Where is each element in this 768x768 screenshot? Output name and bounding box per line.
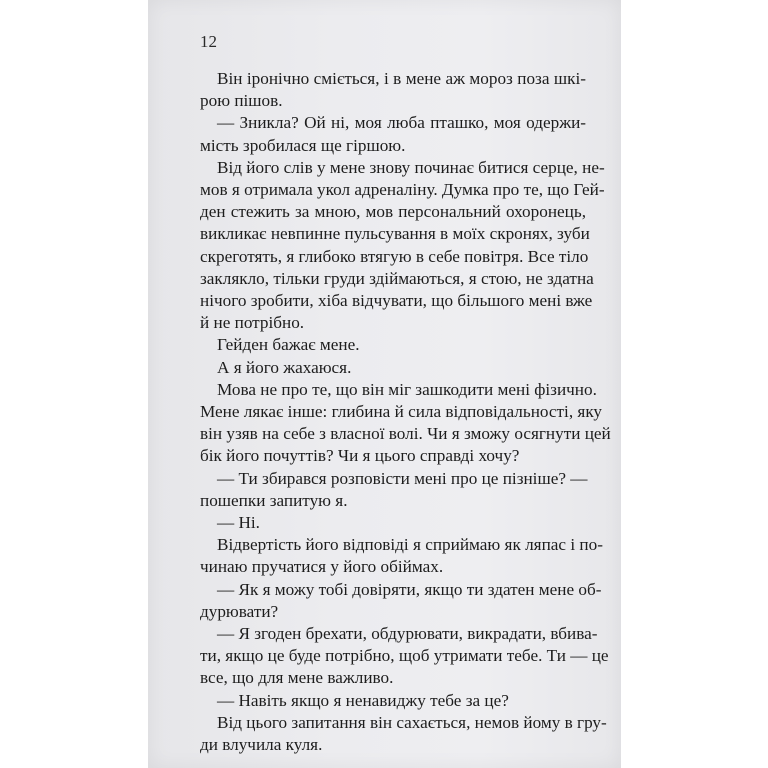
- text-line: мов я отримала укол адреналіну. Думка про те, що Гей-: [200, 180, 605, 200]
- text-line: дурювати?: [200, 601, 279, 621]
- text-line: — Навіть якщо я ненавиджу тебе за це?: [217, 690, 509, 710]
- text-line: Від цього запитання він сахається, немов йому в гру-: [217, 712, 607, 732]
- body-text: [200, 68, 611, 756]
- text-line: Відвертість його відповіді я сприймаю як ляпас і по-: [217, 535, 603, 555]
- page-number: 12: [200, 32, 217, 51]
- text-line: рою пішов.: [200, 91, 283, 111]
- text-line: бік його почуттів? Чи я цього справді хочу?: [200, 446, 520, 466]
- text-line: чинаю пручатися у його обіймах.: [200, 557, 444, 577]
- text-line: мість зробилася ще гіршою.: [200, 135, 406, 155]
- text-line: Мова не про те, що він міг зашкодити мені фізично.: [217, 379, 597, 399]
- text-line: ди влучила куля.: [200, 735, 323, 755]
- text-line: Він іронічно сміється, і в мене аж мороз поза шкі-: [217, 69, 586, 88]
- text-line: — Ні.: [217, 513, 260, 533]
- text-line: — Зникла? Ой ні, моя люба пташко, моя одержи-: [217, 113, 586, 133]
- text-line: — Ти збирався розповісти мені про це пізніше? —: [217, 468, 588, 488]
- text-line: нічого зробити, хіба відчувати, що більшого мені вже: [200, 291, 593, 311]
- text-line: ден стежить за мною, мов персональний охоронець,: [200, 202, 586, 222]
- text-line: й не потрібно.: [200, 313, 305, 333]
- text-line: скреготять, я глибоко втягую в себе повітря. Все тіло: [200, 246, 589, 266]
- text-line: Мене лякає інше: глибина й сила відповідальності, яку: [200, 402, 603, 422]
- text-line: заклякло, тільки груди здіймаються, я стою, не здатна: [200, 268, 594, 288]
- text-line: Від його слів у мене знову починає битися серце, не-: [217, 157, 605, 177]
- text-line: пошепки запитую я.: [200, 490, 348, 510]
- text-line: все, що для мене важливо.: [200, 668, 394, 688]
- text-line: А я його жахаюся.: [217, 357, 352, 377]
- text-line: — Як я можу тобі довіряти, якщо ти здатен мене об-: [217, 579, 602, 599]
- text-line: ти, якщо це буде потрібно, щоб утримати тебе. Ти — це: [200, 646, 609, 666]
- text-line: — Я згоден брехати, обдурювати, викрадати, вбива-: [217, 624, 598, 644]
- text-line: викликає невпинне пульсування в моїх скронях, зуби: [200, 224, 590, 244]
- book-page: [148, 0, 621, 768]
- text-line: Гейден бажає мене.: [217, 335, 360, 355]
- text-line: він узяв на себе з власної волі. Чи я зможу осягнути цей: [200, 424, 611, 444]
